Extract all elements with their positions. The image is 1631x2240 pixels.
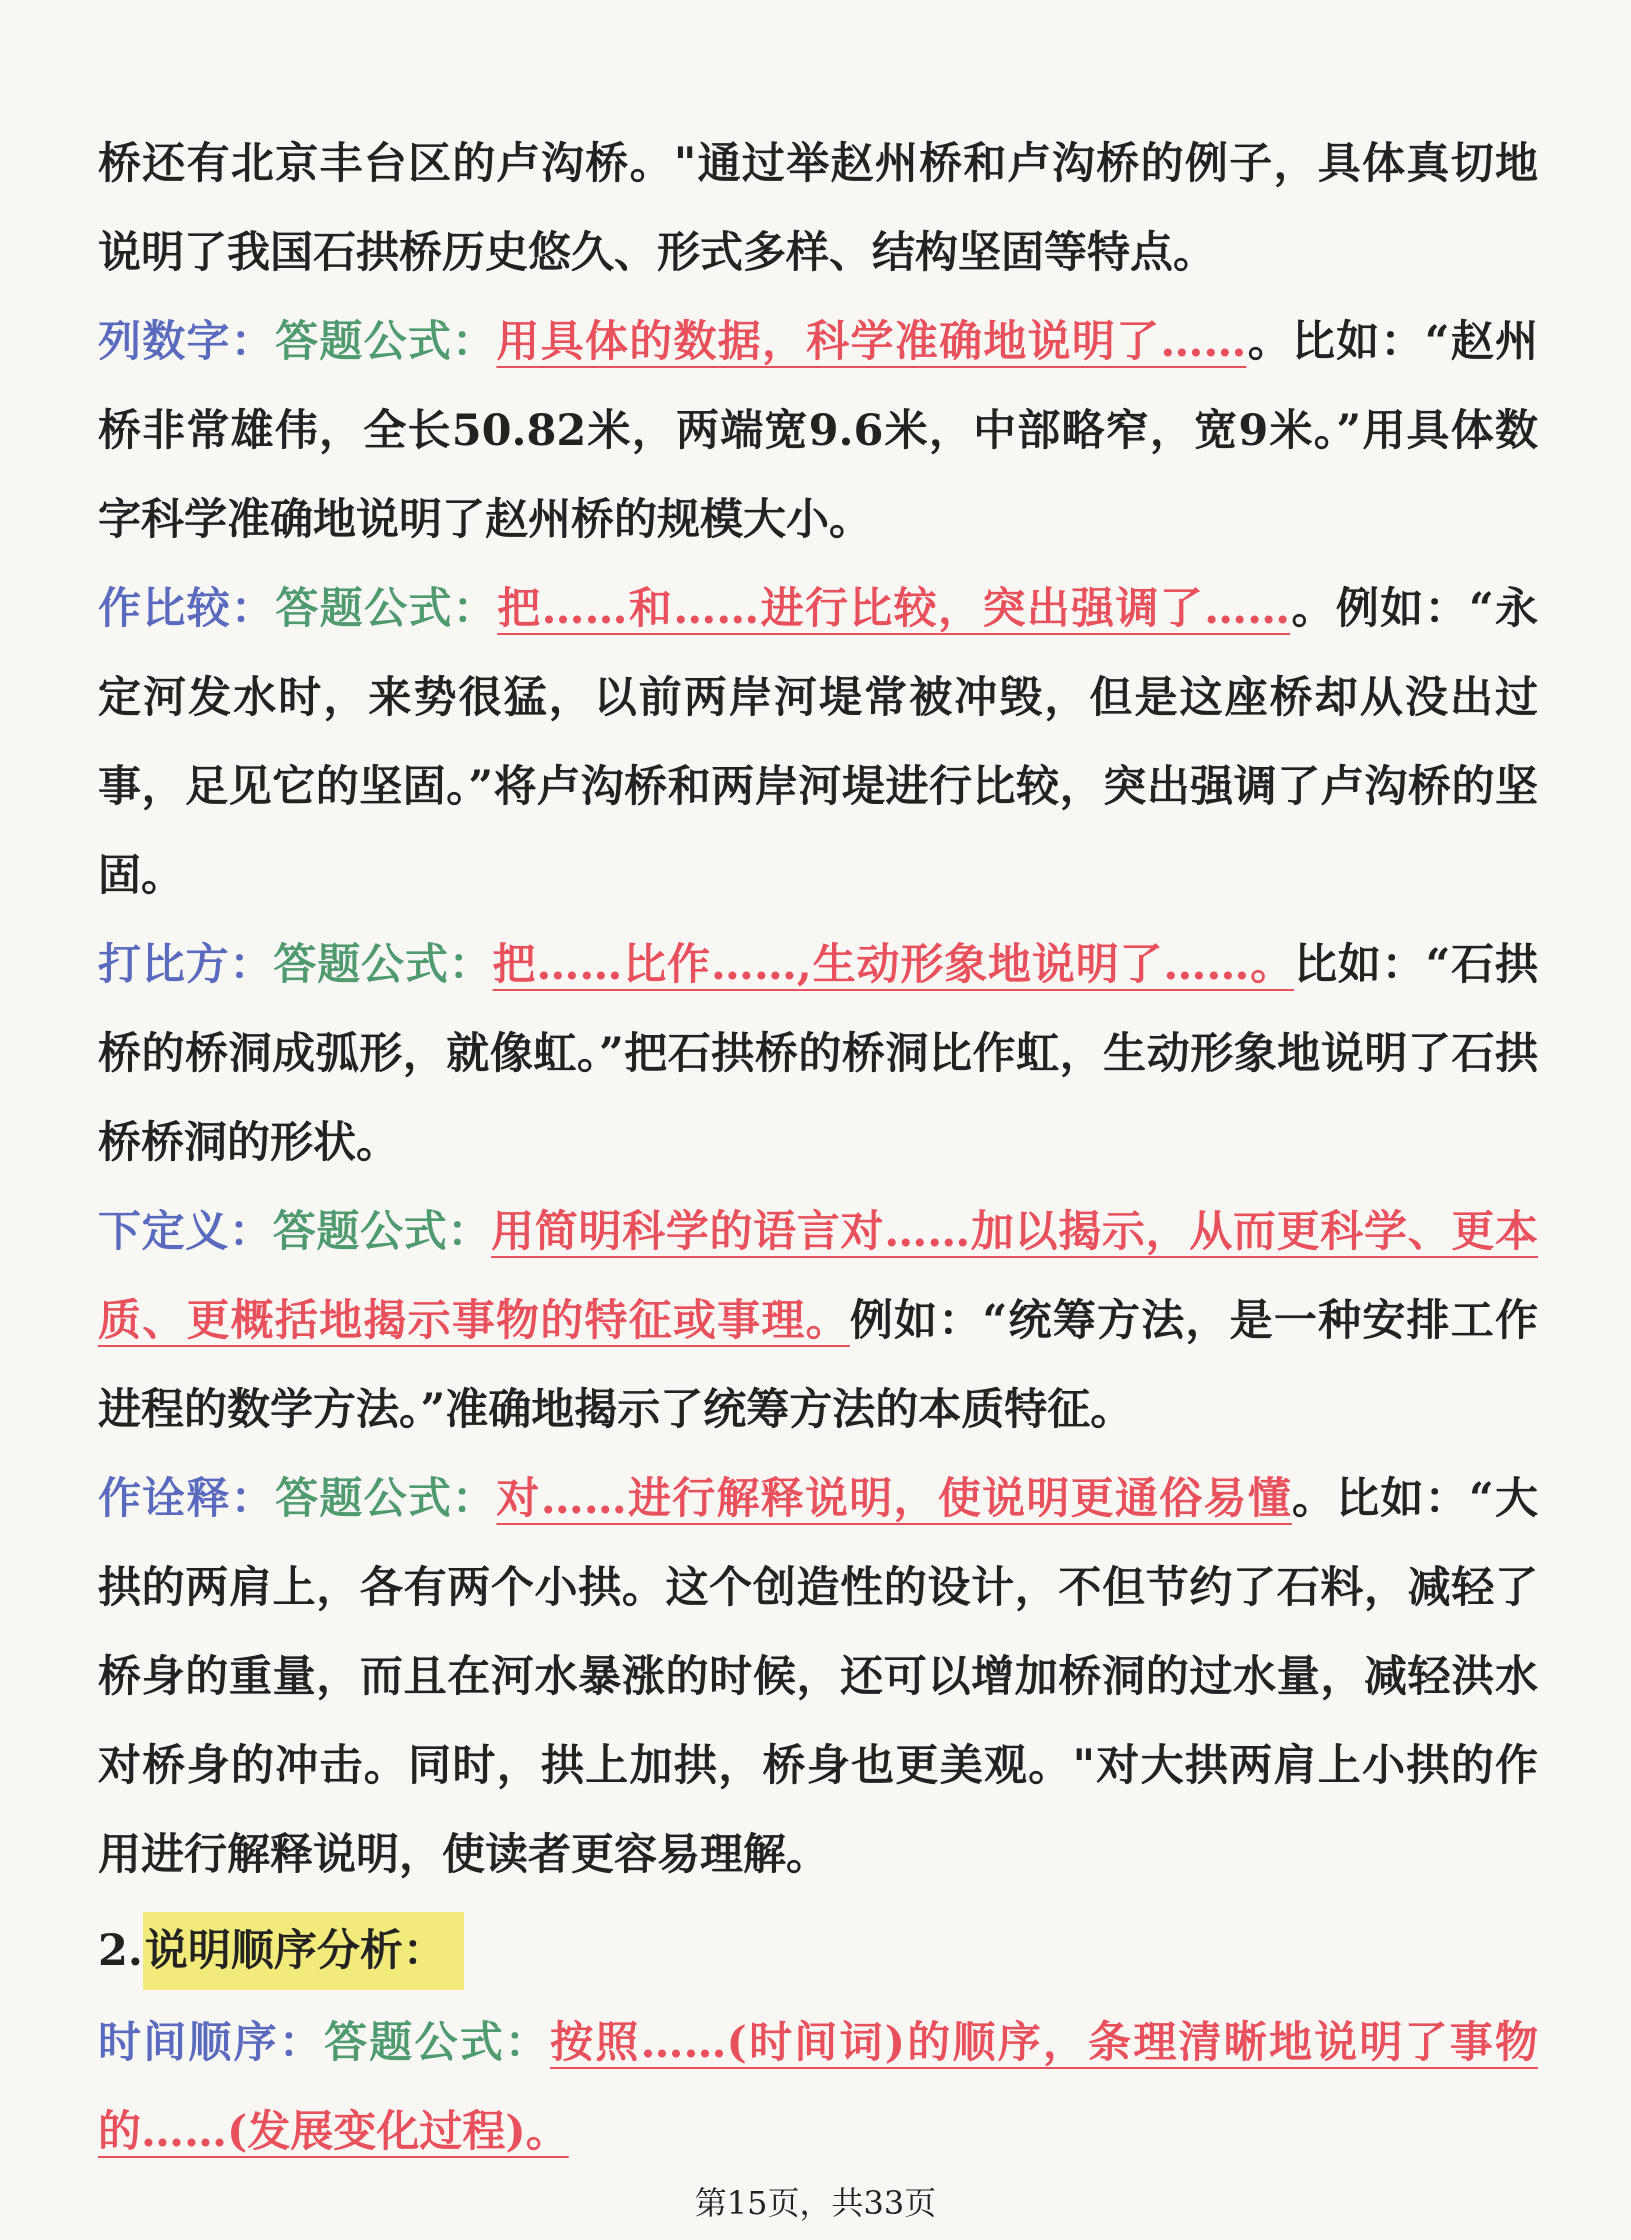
method-name: 作比较：: [98, 584, 276, 634]
method-name: 列数字：: [98, 317, 276, 367]
section-number: 2.: [98, 1926, 143, 1976]
method-analogy: [98, 921, 1538, 1188]
page-number-footer: 第15页，共33页: [694, 2184, 937, 2222]
method-explanation: [98, 1455, 1538, 1900]
section-title-highlighted: 说明顺序分析：: [143, 1912, 464, 1990]
page-content: [98, 120, 1538, 2177]
formula-text: 对……进行解释说明，使说明更通俗易懂: [496, 1474, 1292, 1524]
formula-text: 用具体的数据，科学准确地说明了……: [496, 317, 1247, 367]
method-list-numbers: [98, 298, 1538, 565]
method-example: 。比如：“大拱的两肩上，各有两个小拱。这个创造性的设计，不但节约了石料，减轻了桥身的重量，而且在河水暴涨的时候，还可以增加桥洞的过水量，减轻洪水对桥身的冲击。同时，拱上加拱，桥身也更美观。"对大拱两肩上小拱的作用进行解释说明，使读者更容易理解。: [98, 1474, 1539, 1880]
method-name: 时间顺序：: [98, 2018, 325, 2068]
formula-text: 把……比作……,生动形象地说明了……。: [492, 940, 1295, 990]
method-name: 打比方：: [98, 940, 274, 990]
method-comparison: [98, 565, 1538, 921]
section-heading-order: [98, 1904, 1538, 1999]
formula-text: 把……和……进行比较，突出强调了……: [497, 584, 1291, 634]
formula-label: 答题公式：: [324, 2018, 551, 2068]
intro-paragraph: [98, 120, 1538, 298]
formula-label: 答题公式：: [273, 940, 493, 990]
formula-label: 答题公式：: [275, 1474, 497, 1524]
order-method-time: [98, 1999, 1538, 2177]
formula-text: 用简明科学的语言对……加以揭示，从而更科学、更本质、更概括地揭示事物的特征或事理。: [98, 1207, 1539, 1346]
formula-text: 按照……(时间词)的顺序，条理清晰地说明了事物的……(发展变化过程)。: [98, 2018, 1539, 2157]
method-name: 下定义：: [98, 1207, 273, 1257]
method-example: 。比如：“赵州桥非常雄伟，全长50.82米，两端宽9.6米，中部略窄，宽9米。”用具体数字科学准确地说明了赵州桥的规模大小。: [98, 317, 1539, 545]
method-example: 比如：“石拱桥的桥洞成弧形，就像虹。”把石拱桥的桥洞比作虹，生动形象地说明了石拱桥桥洞的形状。: [98, 940, 1538, 1168]
formula-label: 答题公式：: [275, 584, 498, 634]
method-definition: [98, 1188, 1538, 1455]
intro-text: 桥还有北京丰台区的卢沟桥。"通过举赵州桥和卢沟桥的例子，具体真切地说明了我国石拱桥历史悠久、形式多样、结构坚固等特点。: [98, 139, 1538, 278]
formula-label: 答题公式：: [272, 1207, 492, 1257]
method-example: 例如：“统筹方法，是一种安排工作进程的数学方法。”准确地揭示了统筹方法的本质特征。: [98, 1296, 1539, 1435]
method-example: 。例如：“永定河发水时，来势很猛，以前两岸河堤常被冲毁，但是这座桥却从没出过事，足见它的坚固。”将卢沟桥和两岸河堤进行比较，突出强调了卢沟桥的坚固。: [98, 584, 1539, 901]
method-name: 作诠释：: [98, 1474, 276, 1524]
formula-label: 答题公式：: [275, 317, 497, 367]
